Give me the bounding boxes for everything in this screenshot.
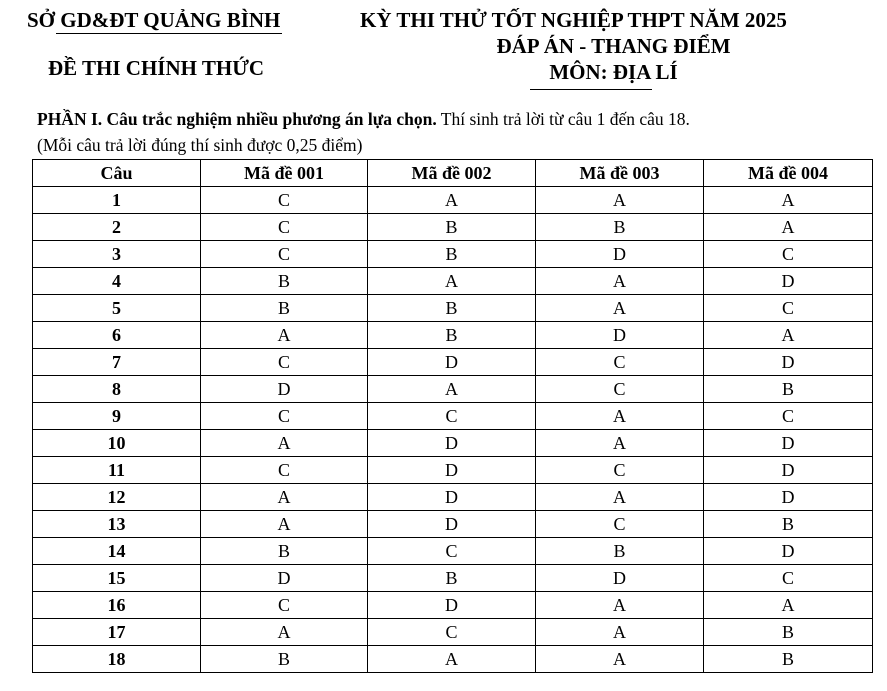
part-1-title: PHẦN I. Câu trắc nghiệm nhiều phương án lựa chọn.	[37, 109, 437, 129]
answer-code-002: C	[368, 403, 536, 430]
answer-code-003: D	[536, 241, 704, 268]
answer-code-002: D	[368, 484, 536, 511]
answer-code-004: B	[704, 619, 873, 646]
answer-code-001: C	[201, 214, 368, 241]
question-number: 11	[33, 457, 201, 484]
answer-code-004: A	[704, 187, 873, 214]
answer-code-003: A	[536, 268, 704, 295]
answer-code-003: C	[536, 511, 704, 538]
answer-code-003: B	[536, 538, 704, 565]
table-row	[33, 376, 873, 403]
subject-title: MÔN: ĐỊA LÍ	[549, 60, 678, 84]
answer-code-002: A	[368, 187, 536, 214]
answer-code-002: D	[368, 430, 536, 457]
answer-code-001: C	[201, 457, 368, 484]
answer-code-004: D	[704, 457, 873, 484]
answer-code-001: B	[201, 268, 368, 295]
answer-code-002: B	[368, 214, 536, 241]
answer-code-001: A	[201, 619, 368, 646]
answer-code-004: C	[704, 241, 873, 268]
answer-code-002: A	[368, 268, 536, 295]
answer-code-003: A	[536, 403, 704, 430]
table-row	[33, 403, 873, 430]
answer-code-001: A	[201, 484, 368, 511]
answer-code-002: C	[368, 619, 536, 646]
answer-code-002: B	[368, 295, 536, 322]
answer-code-004: D	[704, 538, 873, 565]
question-number: 2	[33, 214, 201, 241]
column-header-code-002: Mã đề 002	[368, 160, 536, 187]
table-row	[33, 241, 873, 268]
question-number: 13	[33, 511, 201, 538]
answer-code-001: C	[201, 349, 368, 376]
question-number: 7	[33, 349, 201, 376]
question-number: 6	[33, 322, 201, 349]
answer-code-004: D	[704, 484, 873, 511]
part-1-instruction: Thí sinh trả lời từ câu 1 đến câu 18.	[436, 109, 690, 129]
table-row	[33, 430, 873, 457]
table-row	[33, 187, 873, 214]
column-header-question: Câu	[33, 160, 201, 187]
answer-code-003: A	[536, 484, 704, 511]
answer-code-003: C	[536, 457, 704, 484]
answer-code-002: B	[368, 241, 536, 268]
answer-code-002: B	[368, 322, 536, 349]
question-number: 8	[33, 376, 201, 403]
table-row	[33, 295, 873, 322]
question-number: 10	[33, 430, 201, 457]
answer-code-003: A	[536, 646, 704, 673]
answer-code-002: B	[368, 565, 536, 592]
answer-key-title: ĐÁP ÁN - THANG ĐIỂM	[496, 34, 731, 58]
answer-code-004: C	[704, 295, 873, 322]
answer-code-004: B	[704, 376, 873, 403]
answer-code-003: A	[536, 592, 704, 619]
answer-code-004: A	[704, 214, 873, 241]
organization-underline	[56, 33, 282, 34]
answer-code-004: B	[704, 646, 873, 673]
answer-key-table	[32, 159, 873, 673]
exam-title: KỲ THI THỬ TỐT NGHIỆP THPT NĂM 2025	[360, 8, 787, 32]
answer-code-003: B	[536, 214, 704, 241]
answer-code-003: A	[536, 187, 704, 214]
table-row	[33, 484, 873, 511]
table-row	[33, 349, 873, 376]
answer-code-004: D	[704, 430, 873, 457]
table-row	[33, 322, 873, 349]
organization-name: SỞ GD&ĐT QUẢNG BÌNH	[27, 8, 281, 32]
answer-code-004: D	[704, 268, 873, 295]
question-number: 14	[33, 538, 201, 565]
answer-code-004: B	[704, 511, 873, 538]
table-row	[33, 619, 873, 646]
answer-code-002: D	[368, 592, 536, 619]
question-number: 4	[33, 268, 201, 295]
answer-code-003: A	[536, 430, 704, 457]
question-number: 5	[33, 295, 201, 322]
table-header-row	[33, 160, 873, 187]
answer-code-002: A	[368, 376, 536, 403]
answer-code-002: A	[368, 646, 536, 673]
answer-code-003: D	[536, 565, 704, 592]
table-row	[33, 457, 873, 484]
table-row	[33, 214, 873, 241]
answer-code-001: A	[201, 511, 368, 538]
answer-code-003: C	[536, 349, 704, 376]
question-number: 17	[33, 619, 201, 646]
answer-code-001: C	[201, 187, 368, 214]
answer-code-004: A	[704, 592, 873, 619]
table-row	[33, 538, 873, 565]
answer-code-001: D	[201, 376, 368, 403]
column-header-code-004: Mã đề 004	[704, 160, 873, 187]
table-row	[33, 268, 873, 295]
answer-code-002: D	[368, 457, 536, 484]
answer-code-002: D	[368, 511, 536, 538]
answer-code-001: D	[201, 565, 368, 592]
answer-code-001: B	[201, 538, 368, 565]
answer-code-001: C	[201, 592, 368, 619]
answer-table-body	[33, 187, 873, 673]
answer-code-003: A	[536, 619, 704, 646]
question-number: 16	[33, 592, 201, 619]
answer-code-003: D	[536, 322, 704, 349]
question-number: 18	[33, 646, 201, 673]
subject-underline	[530, 89, 652, 90]
table-row	[33, 646, 873, 673]
column-header-code-003: Mã đề 003	[536, 160, 704, 187]
answer-code-001: B	[201, 295, 368, 322]
answer-code-001: B	[201, 646, 368, 673]
answer-code-001: C	[201, 403, 368, 430]
answer-code-001: C	[201, 241, 368, 268]
table-row	[33, 592, 873, 619]
table-row	[33, 565, 873, 592]
answer-code-002: D	[368, 349, 536, 376]
column-header-code-001: Mã đề 001	[201, 160, 368, 187]
answer-code-001: A	[201, 322, 368, 349]
question-number: 15	[33, 565, 201, 592]
official-exam-label: ĐỀ THI CHÍNH THỨC	[48, 56, 265, 80]
answer-code-004: A	[704, 322, 873, 349]
part-1-scoring-note: (Mỗi câu trả lời đúng thí sinh được 0,25 điểm)	[37, 135, 363, 155]
answer-code-001: A	[201, 430, 368, 457]
part-1-heading	[37, 108, 690, 130]
table-row	[33, 511, 873, 538]
question-number: 12	[33, 484, 201, 511]
answer-code-003: A	[536, 295, 704, 322]
question-number: 1	[33, 187, 201, 214]
answer-code-003: C	[536, 376, 704, 403]
answer-code-004: C	[704, 403, 873, 430]
question-number: 3	[33, 241, 201, 268]
answer-code-004: C	[704, 565, 873, 592]
question-number: 9	[33, 403, 201, 430]
answer-code-002: C	[368, 538, 536, 565]
answer-code-004: D	[704, 349, 873, 376]
